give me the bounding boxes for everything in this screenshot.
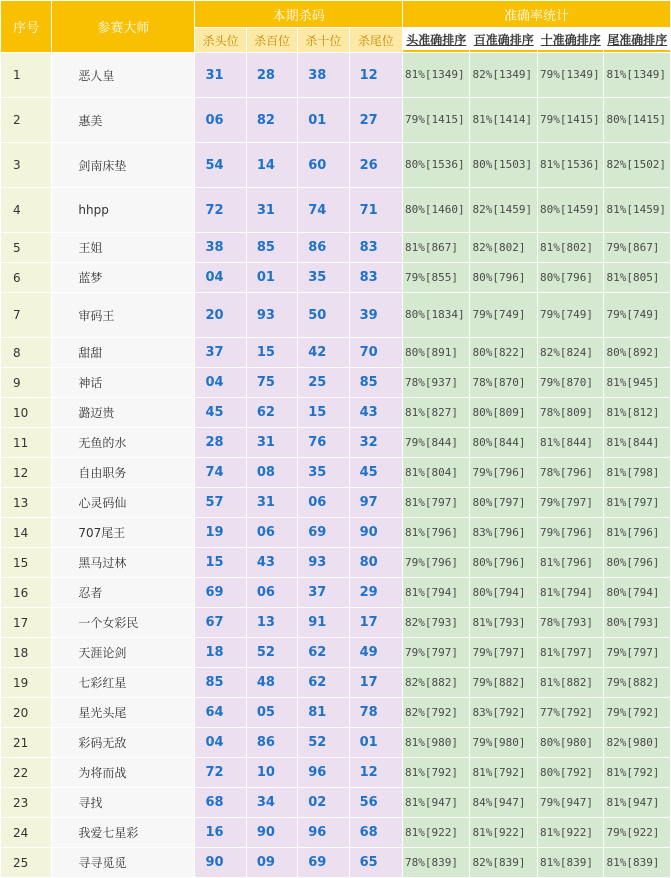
kill-number: 06 [195,98,245,142]
row-number: 12 [1,458,51,487]
kill-number: 56 [350,788,402,817]
kill-number: 12 [350,53,402,97]
kill-number: 02 [298,788,348,817]
accuracy-value: 80%[1503] [470,143,537,187]
master-name: 恶人皇 [52,53,194,97]
accuracy-value: 81%[947] [403,788,470,817]
master-name: 707尾王 [52,518,194,547]
accuracy-value: 80%[891] [403,338,470,367]
table-row [1,338,670,367]
kill-number: 28 [195,428,245,457]
kill-number: 74 [298,188,348,232]
kill-number: 86 [298,233,348,262]
kill-number: 96 [298,818,348,847]
accuracy-value: 78%[793] [538,608,603,637]
accuracy-value: 81%[922] [470,818,537,847]
kill-number: 04 [195,728,245,757]
table-row [1,188,670,232]
table-row [1,53,670,97]
kill-number: 28 [247,53,297,97]
header-acc-ten-link[interactable]: 十准确排序 [538,28,603,52]
kill-number: 06 [247,578,297,607]
row-number: 13 [1,488,51,517]
accuracy-value: 82%[980] [604,728,670,757]
kill-number: 54 [195,143,245,187]
accuracy-value: 79%[796] [403,548,470,577]
accuracy-value: 82%[824] [538,338,603,367]
master-name: 自由职务 [52,458,194,487]
accuracy-value: 81%[792] [470,758,537,787]
header-kill-head: 杀头位 [195,28,245,52]
kill-number: 90 [195,848,245,877]
kill-number: 91 [298,608,348,637]
row-number: 15 [1,548,51,577]
accuracy-value: 78%[839] [403,848,470,877]
accuracy-value: 80%[794] [470,578,537,607]
accuracy-value: 81%[798] [604,458,670,487]
kill-number: 69 [298,518,348,547]
accuracy-value: 79%[844] [403,428,470,457]
kill-number: 31 [247,188,297,232]
master-name: 审码王 [52,293,194,337]
accuracy-value: 79%[797] [604,638,670,667]
accuracy-value: 81%[844] [538,428,603,457]
accuracy-value: 78%[937] [403,368,470,397]
master-name: 王姐 [52,233,194,262]
kill-number: 68 [350,818,402,847]
kill-number: 65 [350,848,402,877]
kill-number: 78 [350,698,402,727]
row-number: 22 [1,758,51,787]
accuracy-value: 81%[882] [538,668,603,697]
kill-number: 82 [247,98,297,142]
accuracy-value: 81%[1414] [470,98,537,142]
kill-number: 09 [247,848,297,877]
master-name: 蓝梦 [52,263,194,292]
kill-number: 52 [247,638,297,667]
header-acc-tail-link[interactable]: 尾准确排序 [604,28,670,52]
master-name: 心灵码仙 [52,488,194,517]
kill-number: 01 [247,263,297,292]
kill-number: 90 [350,518,402,547]
kill-number: 72 [195,188,245,232]
accuracy-value: 79%[796] [538,518,603,547]
master-name: hhpp [52,188,194,232]
accuracy-value: 81%[947] [604,788,670,817]
kill-number: 45 [350,458,402,487]
kill-number: 15 [247,338,297,367]
row-number: 18 [1,638,51,667]
accuracy-value: 80%[794] [604,578,670,607]
header-master: 参赛大师 [52,1,194,52]
accuracy-value: 82%[792] [403,698,470,727]
master-name: 无鱼的水 [52,428,194,457]
kill-number: 62 [298,668,348,697]
master-name: 忍者 [52,578,194,607]
kill-number: 37 [195,338,245,367]
kill-number: 60 [298,143,348,187]
accuracy-value: 83%[792] [470,698,537,727]
kill-number: 38 [298,53,348,97]
accuracy-value: 81%[844] [604,428,670,457]
accuracy-value: 80%[796] [470,548,537,577]
accuracy-value: 80%[1536] [403,143,470,187]
table-body [1,53,670,877]
kill-number: 76 [298,428,348,457]
master-name: 甜甜 [52,338,194,367]
accuracy-value: 79%[1415] [403,98,470,142]
kill-number: 06 [247,518,297,547]
table-row [1,698,670,727]
row-number: 20 [1,698,51,727]
row-number: 4 [1,188,51,232]
table-row [1,428,670,457]
kill-number: 27 [350,98,402,142]
accuracy-value: 81%[922] [538,818,603,847]
row-number: 2 [1,98,51,142]
row-number: 11 [1,428,51,457]
row-number: 9 [1,368,51,397]
accuracy-value: 78%[796] [538,458,603,487]
accuracy-value: 81%[792] [604,758,670,787]
accuracy-value: 80%[797] [470,488,537,517]
accuracy-value: 81%[796] [403,518,470,547]
row-number: 16 [1,578,51,607]
row-number: 23 [1,788,51,817]
accuracy-value: 81%[1349] [403,53,470,97]
accuracy-value: 82%[802] [470,233,537,262]
accuracy-value: 78%[870] [470,368,537,397]
accuracy-value: 81%[797] [403,488,470,517]
accuracy-value: 82%[1502] [604,143,670,187]
table-row [1,548,670,577]
master-name: 寻寻觅觅 [52,848,194,877]
accuracy-value: 81%[805] [604,263,670,292]
kill-number: 45 [195,398,245,427]
kill-number: 31 [195,53,245,97]
accuracy-value: 79%[792] [604,698,670,727]
table-row [1,143,670,187]
kill-number: 04 [195,368,245,397]
kill-number: 19 [195,518,245,547]
kill-number: 37 [298,578,348,607]
kill-number: 43 [350,398,402,427]
kill-number: 85 [247,233,297,262]
accuracy-value: 81%[980] [403,728,470,757]
kill-number: 12 [350,758,402,787]
accuracy-value: 79%[947] [538,788,603,817]
accuracy-value: 82%[839] [470,848,537,877]
kill-number: 70 [350,338,402,367]
kill-number: 62 [298,638,348,667]
accuracy-value: 79%[797] [403,638,470,667]
master-name: 我爱七星彩 [52,818,194,847]
kill-number: 43 [247,548,297,577]
kill-number: 17 [350,668,402,697]
kill-number: 10 [247,758,297,787]
accuracy-value: 81%[1536] [538,143,603,187]
kill-number: 71 [350,188,402,232]
master-name: 惠美 [52,98,194,142]
row-number: 10 [1,398,51,427]
kill-number: 16 [195,818,245,847]
master-name: 星光头尾 [52,698,194,727]
accuracy-value: 80%[796] [604,548,670,577]
kill-number: 26 [350,143,402,187]
header-kill-group: 本期杀码 [195,1,402,27]
row-number: 6 [1,263,51,292]
kill-number: 93 [247,293,297,337]
accuracy-value: 80%[793] [604,608,670,637]
accuracy-value: 81%[797] [538,638,603,667]
accuracy-value: 79%[749] [604,293,670,337]
kill-number: 18 [195,638,245,667]
accuracy-value: 79%[749] [538,293,603,337]
accuracy-value: 80%[796] [538,263,603,292]
kill-number: 39 [350,293,402,337]
accuracy-value: 80%[809] [470,398,537,427]
accuracy-value: 81%[945] [604,368,670,397]
master-name: 七彩红星 [52,668,194,697]
row-number: 8 [1,338,51,367]
accuracy-value: 82%[793] [403,608,470,637]
accuracy-value: 79%[855] [403,263,470,292]
row-number: 25 [1,848,51,877]
kill-number: 80 [350,548,402,577]
accuracy-value: 81%[839] [604,848,670,877]
row-number: 5 [1,233,51,262]
accuracy-value: 79%[749] [470,293,537,337]
master-name: 黑马过林 [52,548,194,577]
row-number: 1 [1,53,51,97]
accuracy-value: 80%[980] [538,728,603,757]
accuracy-value: 79%[882] [470,668,537,697]
accuracy-value: 81%[802] [538,233,603,262]
master-name: 为将而战 [52,758,194,787]
kill-number: 05 [247,698,297,727]
table-row [1,668,670,697]
accuracy-value: 82%[1349] [470,53,537,97]
accuracy-value: 81%[796] [538,548,603,577]
table-row [1,368,670,397]
accuracy-value: 79%[797] [538,488,603,517]
accuracy-value: 80%[792] [538,758,603,787]
table-row [1,458,670,487]
table-row [1,578,670,607]
kill-number: 48 [247,668,297,697]
accuracy-value: 79%[797] [470,638,537,667]
table-row [1,788,670,817]
accuracy-value: 79%[870] [538,368,603,397]
accuracy-value: 81%[796] [604,518,670,547]
header-kill-hundred: 杀百位 [247,28,297,52]
master-name: 彩码无敌 [52,728,194,757]
kill-number: 67 [195,608,245,637]
kill-number: 13 [247,608,297,637]
row-number: 7 [1,293,51,337]
master-name: 神话 [52,368,194,397]
kill-number: 85 [350,368,402,397]
accuracy-value: 81%[827] [403,398,470,427]
table-row [1,263,670,292]
master-name: 潞迈贵 [52,398,194,427]
kill-number: 72 [195,758,245,787]
kill-number: 29 [350,578,402,607]
kill-number: 85 [195,668,245,697]
kill-number: 52 [298,728,348,757]
kill-number: 15 [298,398,348,427]
accuracy-value: 81%[867] [403,233,470,262]
kill-number: 68 [195,788,245,817]
kill-number: 04 [195,263,245,292]
accuracy-value: 81%[1349] [604,53,670,97]
kill-number: 38 [195,233,245,262]
table-row [1,728,670,757]
accuracy-value: 79%[922] [604,818,670,847]
kill-number: 25 [298,368,348,397]
accuracy-value: 81%[792] [403,758,470,787]
kill-number: 74 [195,458,245,487]
accuracy-value: 77%[792] [538,698,603,727]
accuracy-value: 80%[1460] [403,188,470,232]
accuracy-value: 80%[796] [470,263,537,292]
header-kill-ten: 杀十位 [298,28,348,52]
kill-number: 96 [298,758,348,787]
kill-number: 93 [298,548,348,577]
kill-number: 35 [298,263,348,292]
row-number: 19 [1,668,51,697]
accuracy-value: 79%[980] [470,728,537,757]
kill-number: 42 [298,338,348,367]
kill-number: 50 [298,293,348,337]
kill-number: 81 [298,698,348,727]
row-number: 17 [1,608,51,637]
accuracy-value: 81%[794] [538,578,603,607]
accuracy-value: 82%[882] [403,668,470,697]
kill-number: 31 [247,488,297,517]
table-row [1,848,670,877]
kill-number: 62 [247,398,297,427]
kill-number: 20 [195,293,245,337]
accuracy-value: 80%[822] [470,338,537,367]
accuracy-value: 80%[844] [470,428,537,457]
accuracy-value: 79%[1415] [538,98,603,142]
kill-number: 01 [350,728,402,757]
kill-number: 69 [298,848,348,877]
master-name: 天涯论剑 [52,638,194,667]
kill-number: 83 [350,233,402,262]
accuracy-value: 81%[922] [403,818,470,847]
kill-number: 35 [298,458,348,487]
kill-number: 64 [195,698,245,727]
accuracy-value: 81%[804] [403,458,470,487]
header-acc-hundred-link[interactable]: 百准确排序 [470,28,537,52]
accuracy-value: 79%[882] [604,668,670,697]
accuracy-value: 84%[947] [470,788,537,817]
table-row [1,638,670,667]
accuracy-value: 80%[892] [604,338,670,367]
table-row [1,818,670,847]
kill-number: 75 [247,368,297,397]
table-row [1,233,670,262]
row-number: 24 [1,818,51,847]
accuracy-value: 81%[839] [538,848,603,877]
accuracy-value: 82%[1459] [470,188,537,232]
header-accuracy-group: 准确率统计 [403,1,670,27]
accuracy-value: 81%[812] [604,398,670,427]
accuracy-value: 83%[796] [470,518,537,547]
master-name: 寻找 [52,788,194,817]
kill-number: 57 [195,488,245,517]
kill-number: 69 [195,578,245,607]
row-number: 3 [1,143,51,187]
kill-number: 08 [247,458,297,487]
kill-number: 01 [298,98,348,142]
kill-number: 31 [247,428,297,457]
header-serial-number: 序号 [1,1,51,52]
table-row [1,518,670,547]
row-number: 21 [1,728,51,757]
accuracy-value: 81%[797] [604,488,670,517]
table-row [1,398,670,427]
kill-number: 32 [350,428,402,457]
row-number: 14 [1,518,51,547]
kill-number: 14 [247,143,297,187]
accuracy-value: 79%[867] [604,233,670,262]
master-name: 剑南床垫 [52,143,194,187]
accuracy-value: 78%[809] [538,398,603,427]
kill-number: 34 [247,788,297,817]
accuracy-value: 81%[1459] [604,188,670,232]
kill-number: 83 [350,263,402,292]
kill-number: 17 [350,608,402,637]
table-row [1,98,670,142]
accuracy-value: 80%[1459] [538,188,603,232]
accuracy-value: 81%[794] [403,578,470,607]
kill-number: 90 [247,818,297,847]
table-row [1,293,670,337]
header-kill-tail: 杀尾位 [350,28,402,52]
accuracy-value: 79%[1349] [538,53,603,97]
table-row [1,608,670,637]
kill-number: 49 [350,638,402,667]
accuracy-value: 81%[793] [470,608,537,637]
table-row [1,488,670,517]
accuracy-value: 80%[1834] [403,293,470,337]
header-acc-head-link[interactable]: 头准确排序 [403,28,470,52]
master-name: 一个女彩民 [52,608,194,637]
kill-number: 97 [350,488,402,517]
kill-number: 86 [247,728,297,757]
kill-number: 15 [195,548,245,577]
accuracy-value: 80%[1415] [604,98,670,142]
kill-number: 06 [298,488,348,517]
accuracy-value: 79%[796] [470,458,537,487]
table-row [1,758,670,787]
